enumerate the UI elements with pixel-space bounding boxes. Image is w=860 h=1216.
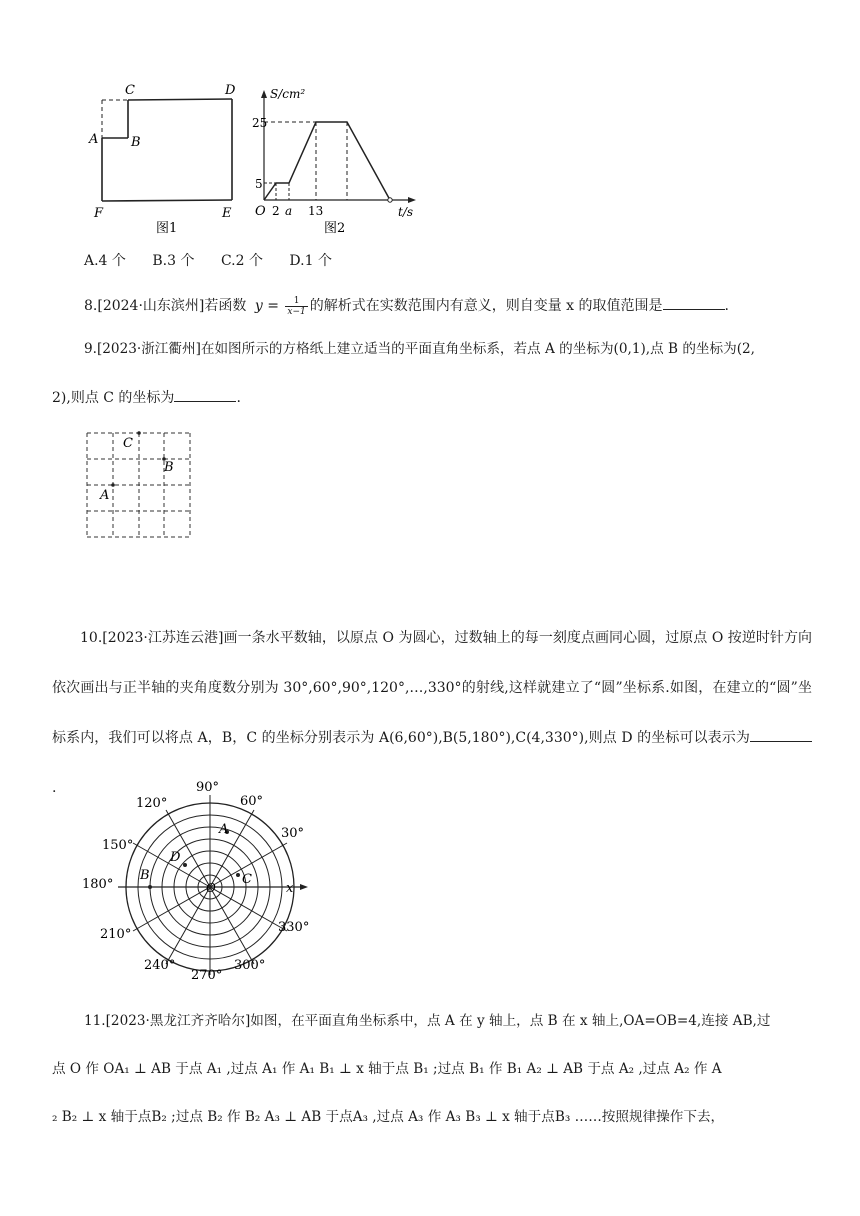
fig1-label-d: D <box>225 83 236 98</box>
q9-end: . <box>236 390 241 406</box>
polar-angle-90: 90° <box>196 780 220 795</box>
fig1-label-b: B <box>131 135 141 150</box>
fig2-origin: O <box>255 204 266 219</box>
q9-label-a: A <box>100 488 110 503</box>
q9-grid-figure <box>80 425 200 543</box>
q7-choices <box>84 251 354 271</box>
q8-equals: = <box>267 298 279 314</box>
fig1-label-a: A <box>89 132 99 147</box>
polar-angle-60: 60° <box>240 794 264 809</box>
polar-angle-240: 240° <box>144 958 176 973</box>
choice-a[interactable]: A.4 个 <box>84 253 126 269</box>
q9-line-2-text: 2),则点 C 的坐标为 <box>52 390 175 406</box>
fig2-y-tick-5: 5 <box>255 177 263 191</box>
polar-origin: O <box>206 881 216 895</box>
q8-func-var: y <box>254 298 263 314</box>
q11-line-1: 11.[2023·黑龙江齐齐哈尔]如图，在平面直角坐标系中，点 A 在 y 轴上，点 B 在 x 轴上,OA=OB=4,连接 AB,过 <box>84 1013 771 1029</box>
fig1-caption: 图1 <box>156 221 178 236</box>
q11-line-3: ₂ B₂ ⊥ x 轴于点B₂ ;过点 B₂ 作 B₂ A₃ ⊥ AB 于点A₃ ,过点 A₃ 作 A₃ B₃ ⊥ x 轴于点B₃ ……按照规律操作下去， <box>52 1109 725 1125</box>
q9-label-b: B <box>164 460 174 475</box>
q8-end: . <box>724 298 729 314</box>
polar-point-d: D <box>170 850 181 865</box>
q9-label-c: C <box>123 436 133 451</box>
polar-axis-label: x <box>286 881 294 896</box>
fig2-x-tick-a: a <box>285 204 293 218</box>
fig1-label-f: F <box>94 206 104 221</box>
fig1-label-e: E <box>222 206 232 221</box>
polar-point-b: B <box>140 868 150 883</box>
polar-point-a: A <box>219 822 229 837</box>
polar-angle-210: 210° <box>100 927 132 942</box>
polar-angle-150: 150° <box>102 838 134 853</box>
fig1-label-c: C <box>125 83 135 98</box>
q8-fraction <box>285 296 307 317</box>
fig2-x-tick-13: 13 <box>308 204 324 218</box>
q8-prefix: 8.[2024·山东滨州]若函数 <box>84 298 247 314</box>
q11-line-2: 点 O 作 OA₁ ⊥ AB 于点 A₁ ,过点 A₁ 作 A₁ B₁ ⊥ x 轴于点 B₁ ;过点 B₁ 作 B₁ A₂ ⊥ AB 于点 A₂ ,过点 A₂ 作 A <box>52 1061 722 1077</box>
q10-end: . <box>52 780 57 796</box>
fig2-x-axis-label: t/s <box>398 205 414 219</box>
figure-2 <box>252 80 422 240</box>
choice-b[interactable]: B.3 个 <box>152 253 195 269</box>
q9-line-2 <box>52 387 241 408</box>
q10-text: 10.[2023·江苏连云港]画一条水平数轴，以原点 O 为圆心，过数轴上的每一刻度点画同心圆，过原点 O 按逆时针方向依次画出与正半轴的夹角度数分别为 30°,60°,90°,120°,…,330°的射线,这样就建立了“圆”坐标系.如图，在建立的“圆”坐标系内，我们可以将点 A，B，C 的坐标分别表示为 A(6,60°),B(5,180°),C(4,330°),则点 D 的坐标可以表示为 <box>52 630 812 746</box>
q9-answer-blank[interactable] <box>174 387 236 402</box>
question-8 <box>84 295 729 317</box>
fig2-y-tick-25: 25 <box>252 116 268 130</box>
q9-line-1: 9.[2023·浙江衢州]在如图所示的方格纸上建立适当的平面直角坐标系，若点 A 的坐标为(0,1),点 B 的坐标为(2, <box>84 341 755 357</box>
choice-d[interactable]: D.1 个 <box>289 253 332 269</box>
polar-point-c: C <box>242 872 252 887</box>
q8-frac-den: x−1 <box>287 306 306 317</box>
q8-suffix: 的解析式在实数范围内有意义，则自变量 x 的取值范围是 <box>309 298 663 314</box>
fig2-caption: 图2 <box>324 221 346 236</box>
polar-angle-270: 270° <box>191 968 223 983</box>
choice-c[interactable]: C.2 个 <box>220 253 263 269</box>
q10-polar-figure <box>78 775 318 985</box>
polar-angle-330: 330° <box>278 920 310 935</box>
polar-angle-120: 120° <box>136 796 168 811</box>
q10-answer-blank[interactable] <box>750 727 812 742</box>
polar-angle-30: 30° <box>281 826 305 841</box>
figure-1 <box>80 80 250 240</box>
fig2-y-axis-label: S/cm² <box>270 87 306 101</box>
q8-answer-blank[interactable] <box>663 295 725 310</box>
polar-angle-300: 300° <box>234 958 266 973</box>
polar-angle-180: 180° <box>82 877 114 892</box>
fig2-x-tick-2: 2 <box>272 204 280 218</box>
q8-frac-num: 1 <box>285 296 307 307</box>
